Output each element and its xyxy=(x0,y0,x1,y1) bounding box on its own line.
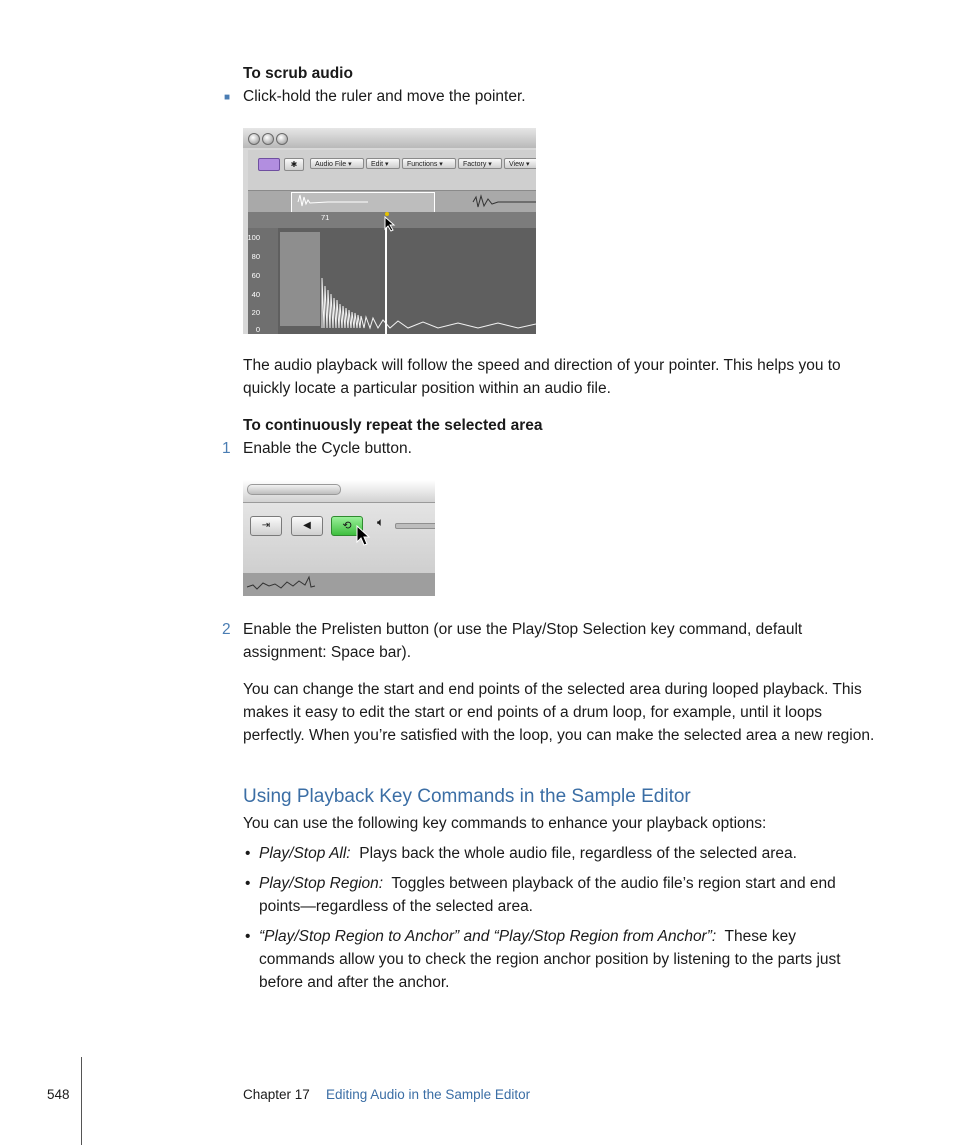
volume-icon: 🔈︎ xyxy=(377,515,385,529)
pointer-icon xyxy=(355,525,371,547)
window-title-bar xyxy=(243,128,536,148)
waveform xyxy=(243,573,435,596)
sample-editor-screenshot xyxy=(243,128,536,334)
y-tick: 40 xyxy=(251,290,260,299)
menu-view[interactable]: View ▾ xyxy=(504,158,536,169)
page-number: 548 xyxy=(47,1087,70,1102)
footer-chapter-title: Editing Audio in the Sample Editor xyxy=(326,1087,531,1102)
scroll-area xyxy=(243,480,435,503)
list-item-desc: These key commands allow you to check the region anchor position by listening to the parts just before and after the anchor. xyxy=(259,928,841,991)
list-item xyxy=(259,872,875,918)
menu-edit[interactable]: Edit ▾ xyxy=(366,158,400,169)
waveform xyxy=(278,228,536,334)
step-text-cycle: Enable the Cycle button. xyxy=(243,440,412,457)
cycle-icon: ⟲ xyxy=(342,520,352,532)
paragraph-scrub-explanation: The audio playback will follow the speed and direction of your pointer. This helps you to quickly locate a particular position within an audio file. xyxy=(243,357,841,397)
catch-icon[interactable]: ✱ xyxy=(284,158,304,171)
scrollbar-thumb[interactable] xyxy=(247,484,341,495)
bullet-marker: ■ xyxy=(224,92,231,103)
toolbar xyxy=(248,150,536,195)
amplitude-axis xyxy=(248,228,278,334)
list-item-desc: Toggles between playback of the audio file’s region start and end points—regardless of the selected area. xyxy=(259,875,836,915)
prelisten-button[interactable] xyxy=(250,516,282,536)
ruler-label: 71 xyxy=(321,213,330,222)
list-item xyxy=(259,842,875,865)
waveform-area[interactable] xyxy=(278,228,536,334)
menu-audio-file[interactable]: Audio File ▾ xyxy=(310,158,364,169)
menu-functions[interactable]: Functions ▾ xyxy=(402,158,456,169)
y-tick: 0 xyxy=(255,325,260,334)
y-tick: 60 xyxy=(251,271,260,280)
step-number: 1 xyxy=(222,440,231,457)
list-item-term: “Play/Stop Region to Anchor” and “Play/Stop Region from Anchor”: xyxy=(259,928,717,945)
play-stop-button[interactable] xyxy=(291,516,323,536)
bullet-text-scrub: Click-hold the ruler and move the pointer. xyxy=(243,88,526,105)
bullet-char: • xyxy=(245,928,251,945)
zoom-icon[interactable] xyxy=(276,133,288,145)
step-number: 2 xyxy=(222,621,231,638)
bullet-char: • xyxy=(245,875,251,892)
step-text-prelisten: Enable the Prelisten button (or use the Play/Stop Selection key command, default assignment: Space bar). xyxy=(243,621,803,661)
overview-waveform xyxy=(248,191,536,213)
y-tick: 100 xyxy=(247,233,260,242)
prelisten-icon: ⇥ xyxy=(261,520,271,531)
menu-factory[interactable]: Factory ▾ xyxy=(458,158,502,169)
list-item-term: Play/Stop All: xyxy=(259,845,351,862)
overview-strip[interactable] xyxy=(248,190,536,213)
minimize-icon[interactable] xyxy=(262,133,274,145)
close-icon[interactable] xyxy=(248,133,260,145)
y-tick: 20 xyxy=(251,308,260,317)
bullet-char: • xyxy=(245,845,251,862)
playhead-line xyxy=(385,228,387,334)
list-item-term: Play/Stop Region: xyxy=(259,875,384,892)
menu-bar xyxy=(310,158,536,169)
footer-chapter: Chapter 17 xyxy=(243,1087,310,1102)
paragraph-looped-playback: You can change the start and end points of the selected area during looped playback. This makes it easy to edit the start or end points of a drum loop, for example, until it loops perfectly. When you’re satisfied with the loop, you can make the selected area a new region. xyxy=(243,681,875,744)
speaker-back-icon: ◀ xyxy=(303,520,311,531)
y-tick: 80 xyxy=(251,252,260,261)
volume-slider[interactable] xyxy=(395,523,435,529)
waveform-strip xyxy=(243,573,435,596)
list-item xyxy=(259,925,875,994)
section-heading-scrub-audio: To scrub audio xyxy=(243,65,353,82)
transport-screenshot xyxy=(243,480,435,596)
section-intro: You can use the following key commands to enhance your playback options: xyxy=(243,815,767,832)
section-heading-repeat: To continuously repeat the selected area xyxy=(243,417,543,434)
list-item-desc: Plays back the whole audio file, regardless of the selected area. xyxy=(359,845,797,862)
pointer-icon xyxy=(383,216,397,232)
section-title-playback-key-commands: Using Playback Key Commands in the Sample Editor xyxy=(243,786,691,807)
link-icon[interactable] xyxy=(258,158,280,171)
transport-bar xyxy=(243,503,435,573)
footer-divider xyxy=(81,1057,82,1145)
